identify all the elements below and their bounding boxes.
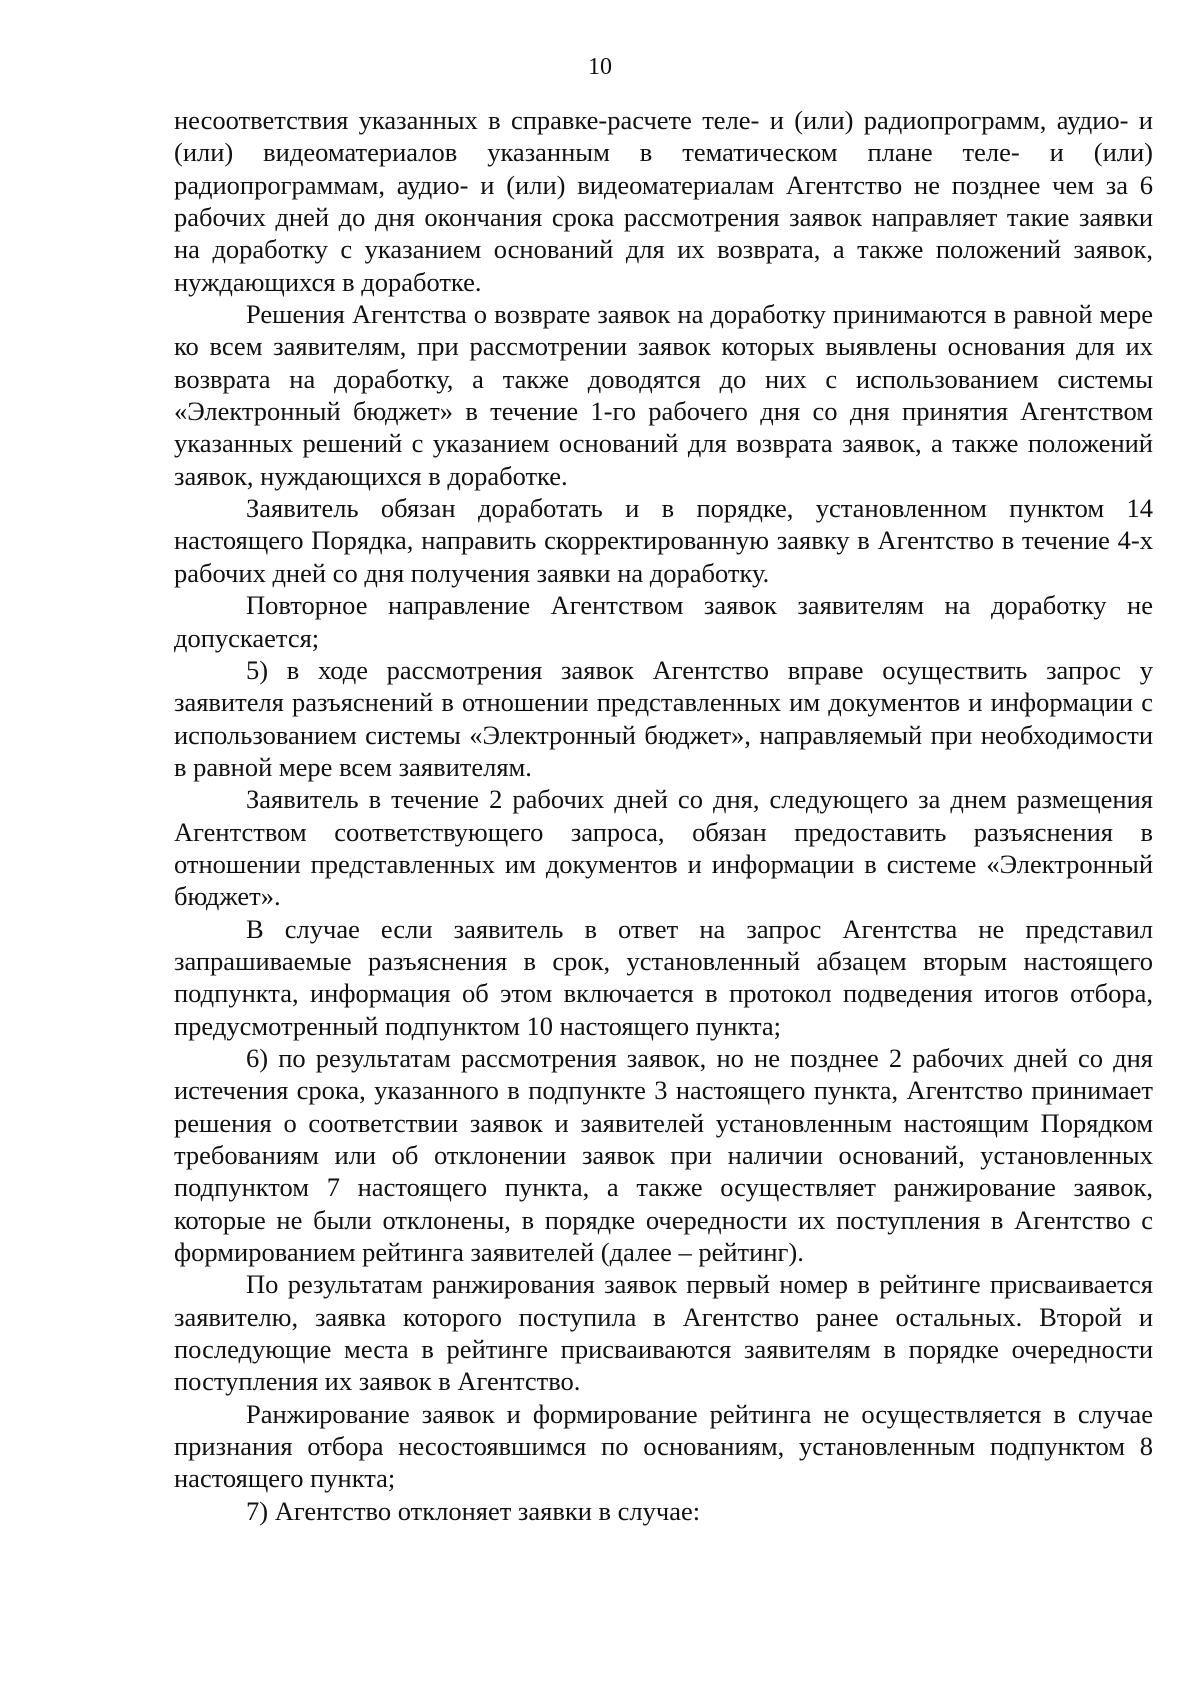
paragraph-no-repeat-return: Повторное направление Агентством заявок заявителям на доработку не допускается; — [174, 590, 1153, 653]
document-body — [174, 104, 1153, 1527]
paragraph-ranking-order: По результатам ранжирования заявок первый номер в рейтинге присваивается заявителю, заявка которого поступила в Агентство ранее остальных. Второй и последующие места в рейтинге присваиваются заявителям в порядке очередности поступления их заявок в Агентство. — [174, 1269, 1153, 1397]
page-number: 10 — [588, 54, 612, 80]
paragraph-continuation: несоответствия указанных в справке-расчете теле- и (или) радиопрограмм, аудио- и (или) видеоматериалов указанным в тематическом плане теле- и (или) радиопрограммам, аудио- и (или) видеоматериалам Агентство не позднее чем за 6 рабочих дней до дня окончания срока рассмотрения заявок направляет такие заявки на доработку с указанием оснований для их возврата, а также положений заявок, нуждающихся в доработке. — [174, 105, 1153, 297]
paragraph-item-6-decisions: 6) по результатам рассмотрения заявок, но не позднее 2 рабочих дней со дня истечения срока, указанного в подпункте 3 настоящего пункта, Агентство принимает решения о соответствии заявок и заявителей установленным настоящим Порядком требованиям или об отклонении заявок при наличии оснований, установленных подпунктом 7 настоящего пункта, а также осуществляет ранжирование заявок, которые не были отклонены, в порядке очередности их поступления в Агентство с формированием рейтинга заявителей (далее – рейтинг). — [174, 1042, 1153, 1268]
paragraph-item-5-clarification-request: 5) в ходе рассмотрения заявок Агентство вправе осуществить запрос у заявителя разъяснений в отношении представленных им документов и информации с использованием системы «Электронный бюджет», направляемый при необходимости в равной мере всем заявителям. — [174, 654, 1153, 782]
paragraph-applicant-rework: Заявитель обязан доработать и в порядке, установленном пунктом 14 настоящего Порядка, направить скорректированную заявку в Агентство в течение 4-х рабочих дней со дня получения заявки на доработку. — [174, 493, 1153, 588]
paragraph-clarification-deadline: Заявитель в течение 2 рабочих дней со дня, следующего за днем размещения Агентством соответствующего запроса, обязан предоставить разъяснения в отношении представленных им документов и информации в системе «Электронный бюджет». — [174, 784, 1153, 912]
paragraph-ranking-exception: Ранжирование заявок и формирование рейтинга не осуществляется в случае признания отбора несостоявшимся по основаниям, установленным подпунктом 8 настоящего пункта; — [174, 1398, 1153, 1494]
paragraph-return-decisions: Решения Агентства о возврате заявок на доработку принимаются в равной мере ко всем заявителям, при рассмотрении заявок которых выявлены основания для их возврата на доработку, а также доводятся до них с использованием системы «Электронный бюджет» в течение 1-го рабочего дня со дня принятия Агентством указанных решений с указанием оснований для возврата заявок, а также положений заявок, нуждающихся в доработке. — [174, 299, 1153, 491]
paragraph-item-7-rejection: 7) Агентство отклоняет заявки в случае: — [246, 1495, 701, 1526]
paragraph-missing-clarification: В случае если заявитель в ответ на запрос Агентства не представил запрашиваемые разъяснения в срок, установленный абзацем вторым настоящего подпункта, информация об этом включается в протокол подведения итогов отбора, предусмотренный подпунктом 10 настоящего пункта; — [174, 913, 1153, 1041]
